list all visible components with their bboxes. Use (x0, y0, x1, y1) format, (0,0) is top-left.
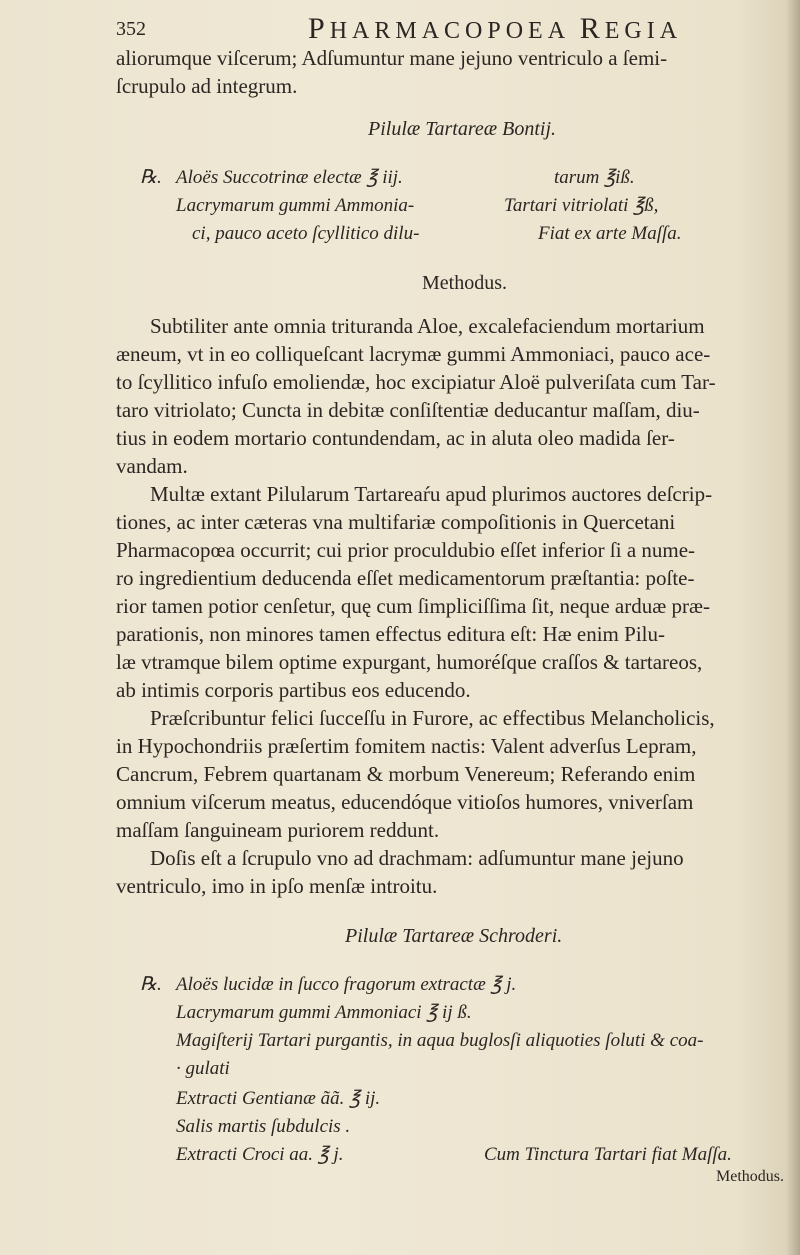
paragraph-line: Subtiliter ante omnia trituranda Aloe, excalefaciendum mortarium (150, 314, 705, 338)
header-word-2: EGIA (604, 18, 683, 44)
paragraph-line: vandam. (116, 454, 188, 478)
ingredient-line: Aloës lucidæ in ſucco fragorum extractæ ℥ j. (176, 974, 517, 995)
ingredient-line: Lacrymarum gummi Ammoniaci ℥ ij ß. (176, 1002, 472, 1023)
running-header (308, 12, 682, 46)
paragraph-line: taro vitriolato; Cuncta in debitæ conſiſtentiæ deducantur maſſam, diu- (116, 398, 700, 422)
paragraph-line: læ vtramque bilem optime expurgant, humoréſque craſſos & tartareos, (116, 650, 703, 674)
header-initial-2: R (579, 12, 605, 45)
paragraph-line: Pharmacopœa occurrit; cui prior proculdubio eſſet inferior ſi a nume- (116, 538, 696, 562)
paragraph-line: Præſcribuntur felici ſucceſſu in Furore, ac effectibus Melancholicis, (150, 706, 715, 730)
paragraph-line: æneum, vt in eo colliqueſcant lacrymæ gummi Ammoniaci, pauco ace- (116, 342, 711, 366)
intro-line: aliorumque viſcerum; Adſumuntur mane jejuno ventriculo a ſemi- (116, 46, 668, 70)
paragraph-line: omnium viſcerum meatus, educendóque vitioſos humores, vniverſam (116, 790, 694, 814)
ingredient-line: Aloës Succotrinæ electæ ℥ iij. (176, 167, 403, 188)
paragraph-line: maſſam ſanguineam puriorem reddunt. (116, 818, 440, 842)
recipe-symbol: ℞. (140, 167, 162, 188)
ingredient-line: Lacrymarum gummi Ammonia- (176, 195, 415, 216)
section-title: Pilulæ Tartareæ Schroderi. (345, 925, 563, 947)
ingredient-line: Salis martis ſubdulcis . (176, 1116, 351, 1137)
paragraph-line: Multæ extant Pilularum Tartareaŕu apud plurimos auctores deſcrip- (150, 482, 713, 506)
paragraph-line: ventriculo, imo in ipſo menſæ introitu. (116, 874, 438, 898)
intro-line: ſcrupulo ad integrum. (116, 74, 298, 98)
ingredient-line: Extracti Gentianæ ãã. ℥ ij. (176, 1088, 381, 1109)
ingredient-line: Magiſterij Tartari purgantis, in aqua buglosſi aliquoties ſoluti & coa- (176, 1030, 704, 1051)
header-word-1: HARMACOPOEA (329, 18, 580, 44)
paragraph-line: ro ingredientium deducenda eſſet medicamentorum præſtantia: poſte- (116, 566, 695, 590)
ingredient-line: · gulati (176, 1058, 230, 1079)
header-initial-1: P (308, 12, 330, 45)
paragraph-line: Cancrum, Febrem quartanam & morbum Venereum; Referando enim (116, 762, 696, 786)
paragraph-line: Doſis eſt a ſcrupulo vno ad drachmam: adſumuntur mane jejuno (150, 846, 684, 870)
section-title: Pilulæ Tartareæ Bontij. (368, 118, 556, 140)
ingredient-line: ci, pauco aceto ſcyllitico dilu- (192, 223, 420, 244)
paragraph-line: tiones, ac inter cæteras vna multifariæ compoſitionis in Quercetani (116, 510, 676, 534)
paragraph-line: in Hypochondriis præſertim fomitem nactis: Valent adverſus Lepram, (116, 734, 697, 758)
ingredient-line: Cum Tinctura Tartari fiat Maſſa. (484, 1144, 732, 1165)
ingredient-line: Fiat ex arte Maſſa. (538, 223, 682, 244)
catchword: Methodus. (716, 1168, 784, 1185)
ingredient-line: Tartari vitriolati ℥ß, (504, 195, 659, 216)
ingredient-line: tarum ℥iß. (554, 167, 635, 188)
paragraph-line: parationis, non minores tamen effectus editura eſt: Hæ enim Pilu- (116, 622, 665, 646)
paragraph-line: to ſcyllitico infuſo emoliendæ, hoc excipiatur Aloë pulveriſata cum Tar- (116, 370, 716, 394)
recipe-symbol: ℞. (140, 974, 162, 995)
paragraph-line: rior tamen potior cenſetur, quę cum ſimpliciſſima ſit, neque arduæ præ- (116, 594, 710, 618)
method-heading: Methodus. (422, 272, 507, 294)
paragraph-line: tius in eodem mortario contundendam, ac in aluta oleo madida ſer- (116, 426, 675, 450)
paragraph-line: ab intimis corporis partibus eos educendo. (116, 678, 471, 702)
page-number: 352 (116, 18, 146, 40)
ingredient-line: Extracti Croci aa. ℥ j. (176, 1144, 344, 1165)
